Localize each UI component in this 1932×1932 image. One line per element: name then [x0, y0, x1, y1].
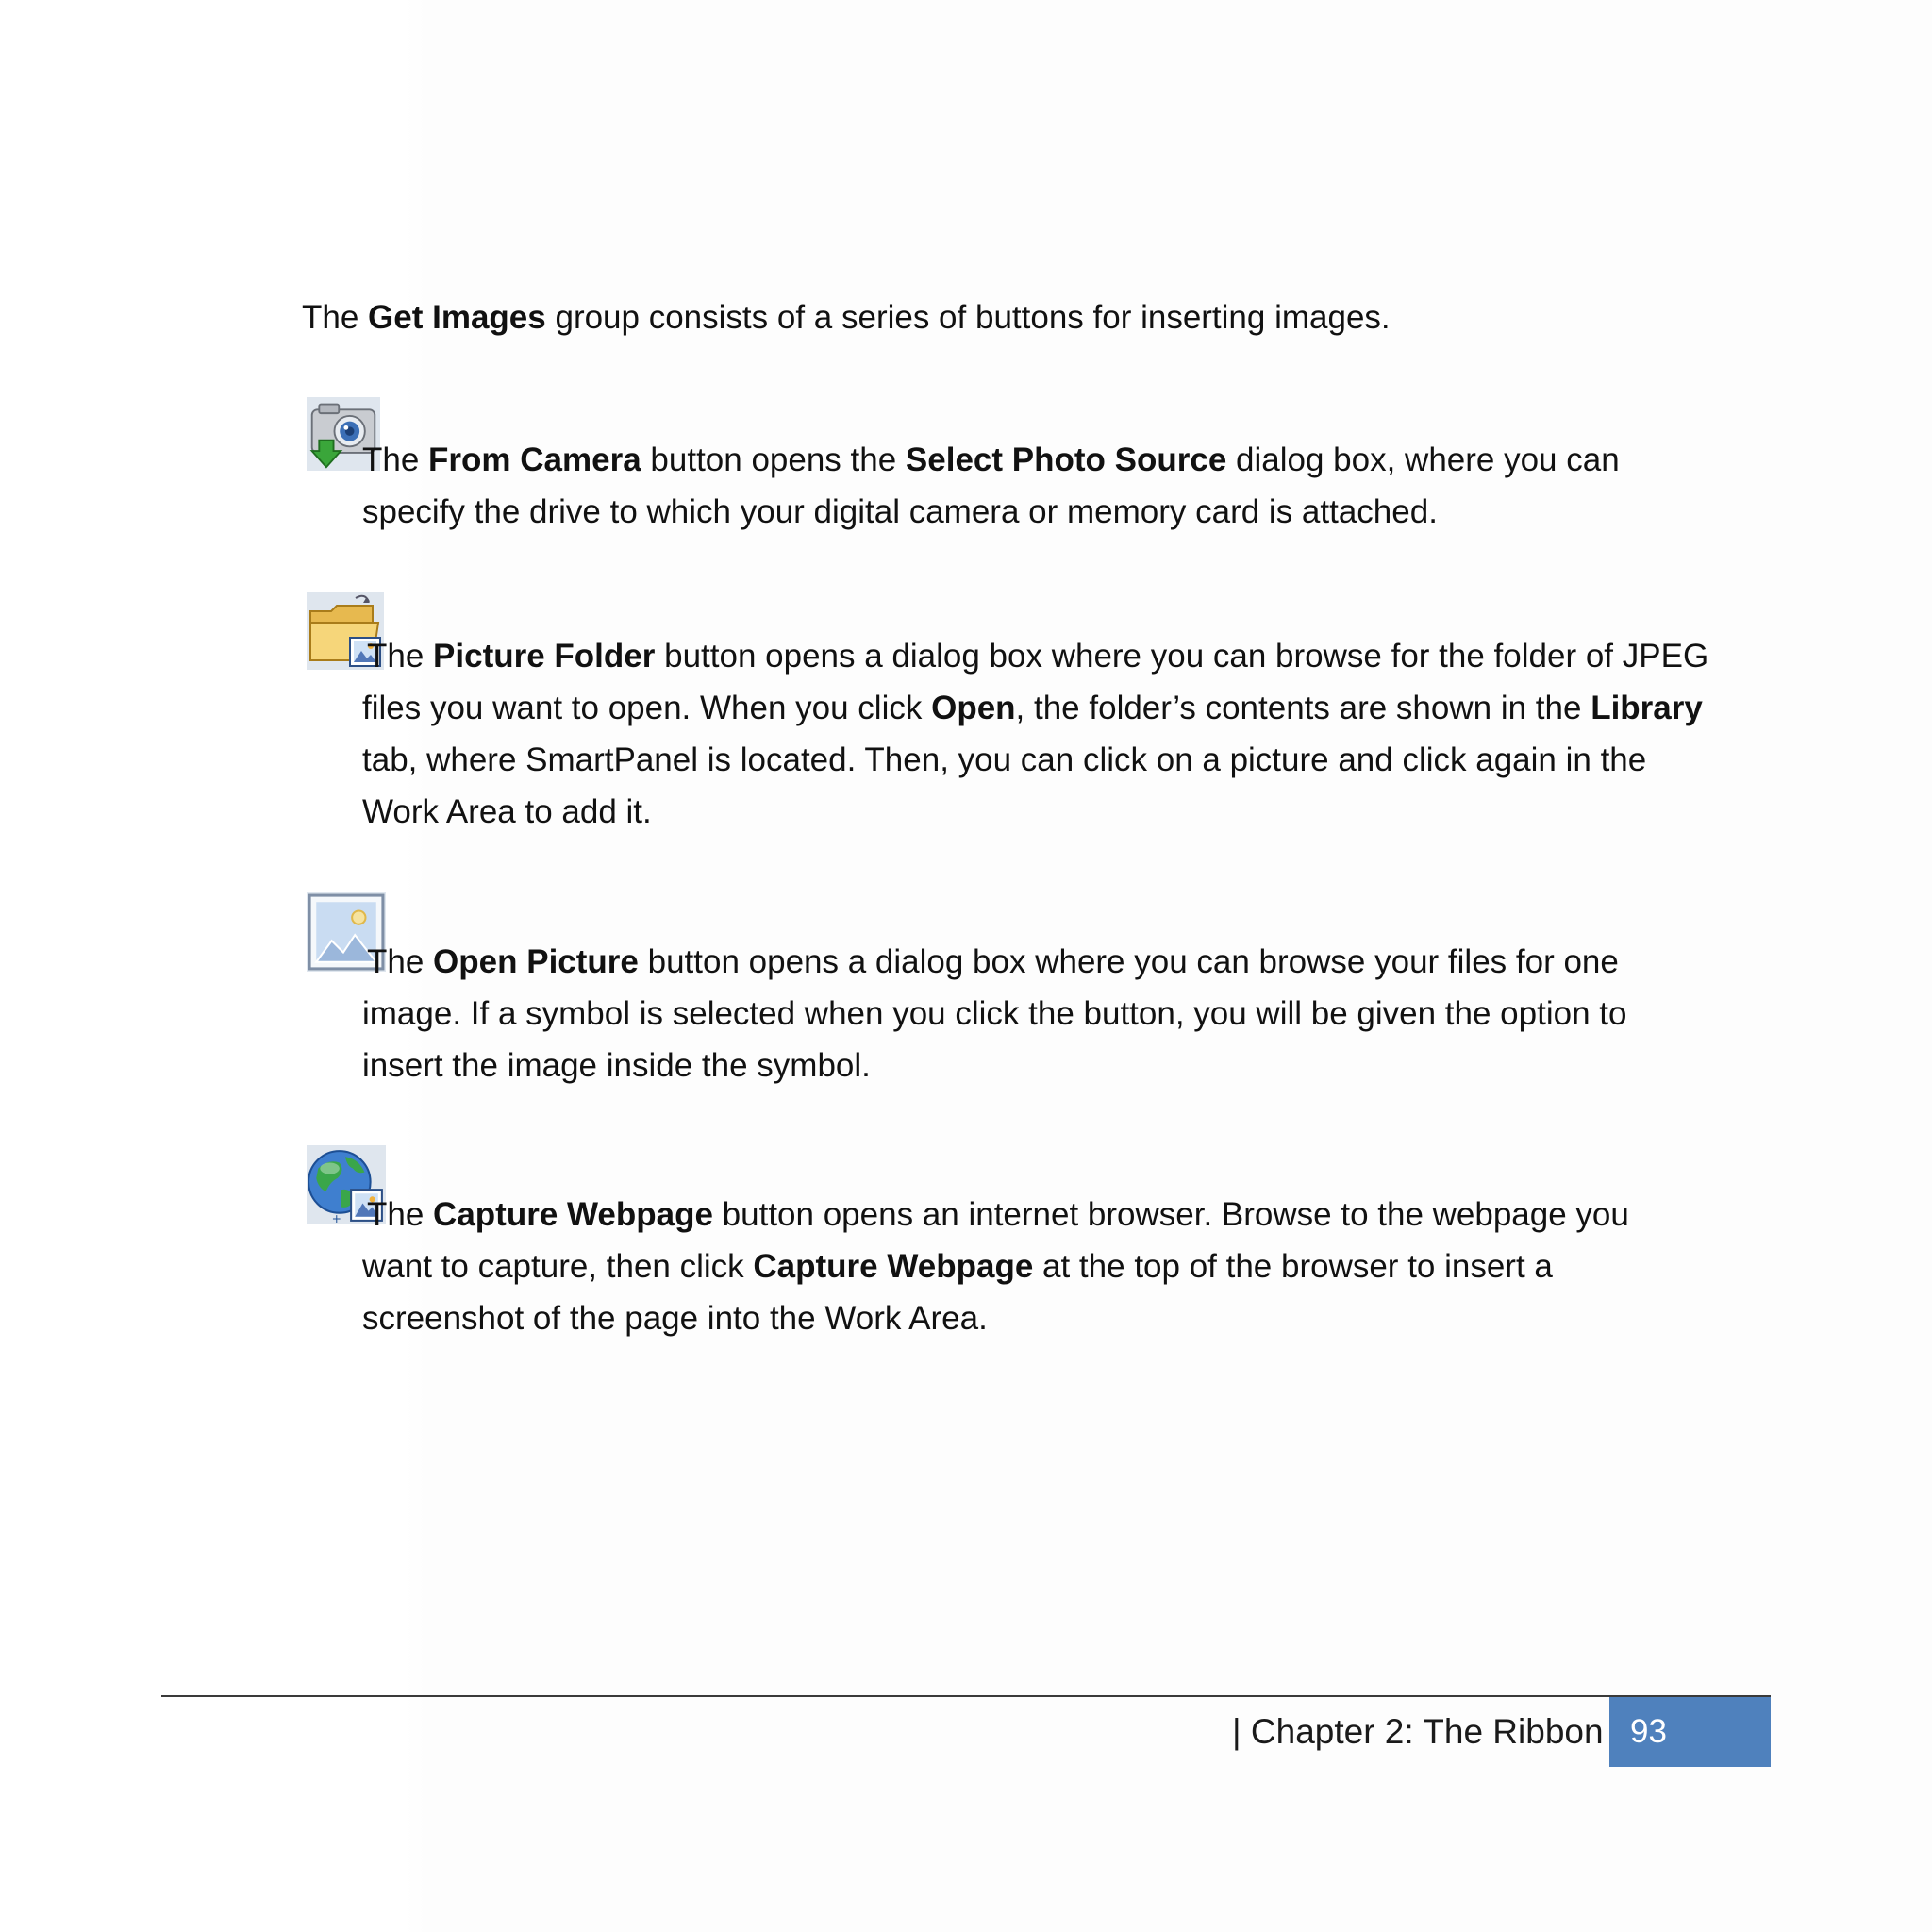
text-span: Work Area to add it. [362, 793, 652, 830]
footer-chapter-title: | Chapter 2: The Ribbon [1232, 1712, 1604, 1751]
entry-line [362, 486, 1777, 538]
text-span: , the folder’s contents are shown in the [1015, 690, 1591, 726]
bold-term: Capture Webpage [753, 1248, 1034, 1285]
text-span: files you want to open. When you click [362, 690, 932, 726]
text-span: button opens a dialog box where you can browse your files for one [638, 943, 1619, 980]
bold-term: Open [931, 690, 1016, 726]
intro-text-after: group consists of a series of buttons for inserting images. [545, 299, 1391, 336]
bold-term: Select Photo Source [905, 441, 1227, 478]
bold-term: Open Picture [433, 943, 639, 980]
bold-term: Picture Folder [433, 638, 656, 675]
text-span: button opens a dialog box where you can browse for the folder of JPEG [655, 638, 1709, 675]
footer-divider [161, 1695, 1771, 1697]
text-span: dialog box, where you can [1226, 441, 1620, 478]
text-span: The [362, 441, 429, 478]
entry-line [367, 936, 1777, 988]
text-span: insert the image inside the symbol. [362, 1047, 871, 1084]
text-span: screenshot of the page into the Work Area. [362, 1300, 988, 1337]
text-span: at the top of the browser to insert a [1033, 1248, 1553, 1285]
text-span: The [367, 638, 434, 675]
bold-term: Library [1591, 690, 1703, 726]
bold-term: From Camera [428, 441, 641, 478]
svg-text:+: + [331, 1211, 341, 1224]
entry-line [362, 434, 1777, 486]
text-span: The [367, 943, 434, 980]
bold-term: Capture Webpage [433, 1196, 713, 1233]
entry-line [362, 988, 1777, 1040]
intro-bold-term: Get Images [368, 299, 546, 336]
intro-text-before: The [302, 299, 369, 336]
entry-line [362, 1040, 1777, 1091]
text-span: button opens the [641, 441, 906, 478]
page-number-badge: 93 [1609, 1697, 1771, 1767]
entry-line [367, 630, 1777, 682]
entry-line [362, 734, 1777, 786]
entry-line [362, 1292, 1777, 1344]
entry-text [362, 1189, 1777, 1344]
entry-line [367, 1189, 1777, 1241]
text-span: specify the drive to which your digital camera or memory card is attached. [362, 493, 1438, 530]
entry-line [362, 786, 1777, 838]
text-span: button opens an internet browser. Browse to the webpage you [712, 1196, 1629, 1233]
entry-text [362, 434, 1777, 538]
text-span: want to capture, then click [362, 1248, 754, 1285]
entry-line [362, 682, 1777, 734]
text-span: The [367, 1196, 434, 1233]
entry-text [362, 936, 1777, 1091]
text-span: image. If a symbol is selected when you click the button, you will be given the option to [362, 995, 1627, 1032]
entry-line [362, 1241, 1777, 1292]
entry-text [362, 630, 1777, 838]
text-span: tab, where SmartPanel is located. Then, you can click on a picture and click again in the [362, 741, 1647, 778]
intro-paragraph [302, 294, 1391, 341]
